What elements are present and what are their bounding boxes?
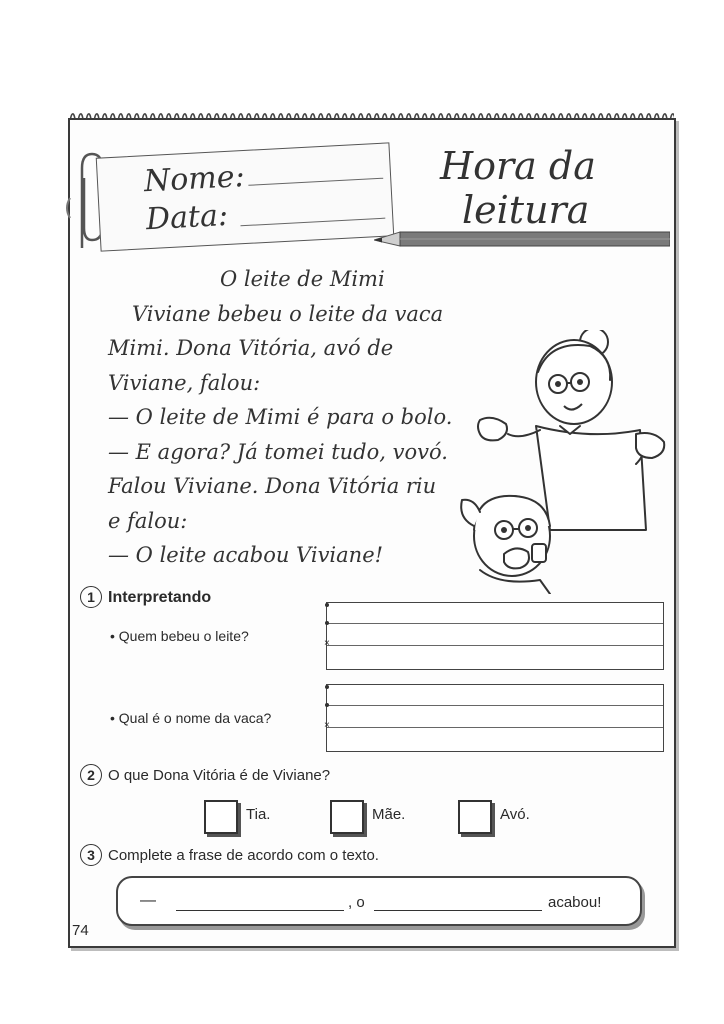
page-title-line1: Hora da [440, 144, 596, 188]
option-label: Avó. [500, 806, 530, 823]
story-line: Falou Viviane. Dona Vitória riu [108, 474, 437, 498]
question-1: • Quem bebeu o leite? [110, 628, 249, 644]
page-title-line2: leitura [462, 188, 590, 232]
story-line: Viviane, falou: [108, 370, 261, 395]
sentence-ending: acabou! [548, 894, 602, 911]
date-line[interactable] [240, 218, 385, 227]
sentence-dash: — [140, 892, 156, 909]
story-line: — O leite de Mimi é para o bolo. [108, 405, 453, 429]
story-text [108, 262, 452, 573]
story-line: Mimi. Dona Vitória, avó de [108, 336, 394, 360]
name-line[interactable] [248, 178, 383, 186]
section-number: 2 [80, 764, 102, 786]
answer-box-1[interactable]: × [326, 602, 664, 670]
name-date-card [96, 142, 395, 251]
date-label: Data: [145, 197, 229, 238]
answer-box-2[interactable]: × [326, 684, 664, 752]
option-label: Tia. [246, 806, 271, 823]
section-1-heading [80, 586, 211, 608]
blank-2[interactable] [374, 910, 542, 911]
grandma-and-girl-illustration [440, 330, 670, 594]
story-line: — E agora? Já tomei tudo, vovó. [108, 439, 448, 464]
name-label: Nome: [143, 159, 246, 200]
section-instruction: Complete a frase de acordo com o texto. [108, 847, 379, 864]
sentence-completion-box [116, 876, 642, 926]
section-question: O que Dona Vitória é de Viviane? [108, 767, 331, 784]
blank-1[interactable] [176, 910, 344, 911]
story-line: e falou: [108, 508, 188, 533]
question-2: • Qual é o nome da vaca? [110, 710, 272, 726]
checkbox[interactable] [330, 800, 364, 834]
story-line: — O leite acabou Viviane! [108, 543, 384, 567]
section-3-heading [80, 844, 379, 866]
option-label: Mãe. [372, 806, 406, 823]
checkbox[interactable] [458, 800, 492, 834]
section-number: 3 [80, 844, 102, 866]
section-2-heading [80, 764, 330, 786]
sentence-middle: , o [348, 894, 365, 911]
story-line: Viviane bebeu o leite da vaca [132, 301, 444, 326]
checkbox[interactable] [204, 800, 238, 834]
section-number: 1 [80, 586, 102, 608]
section-title: Interpretando [108, 589, 212, 606]
story-title: O leite de Mimi [220, 267, 385, 291]
pencil-icon [374, 228, 670, 248]
page-number: 74 [72, 922, 89, 939]
